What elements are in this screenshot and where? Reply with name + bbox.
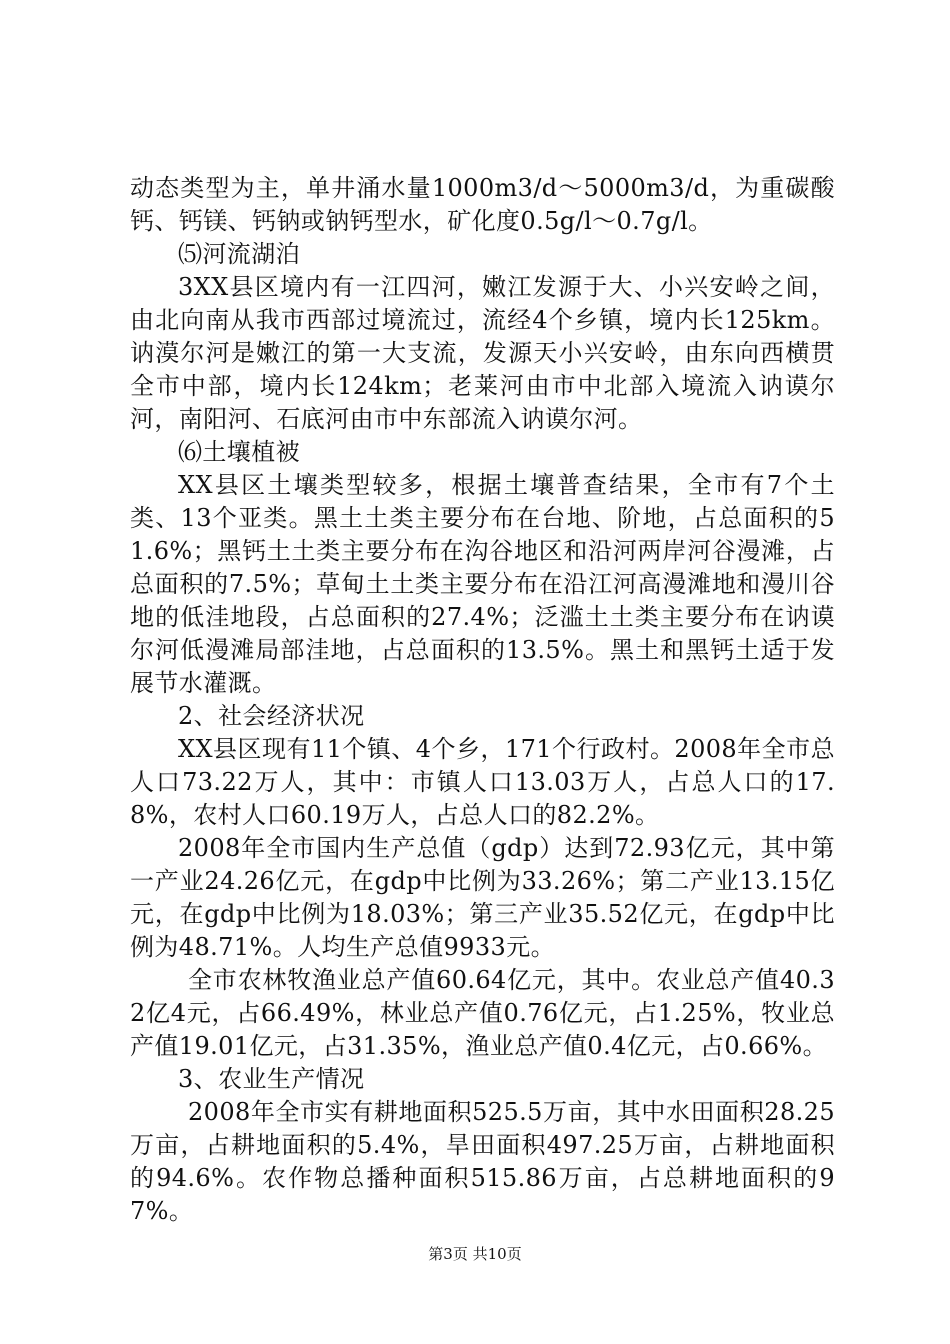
paragraph-groundwater-continued: 动态类型为主，单井涌水量1000m3/d～5000m3/d，为重碳酸钙、钙镁、钙钠或钠钙型水，矿化度0.5g/l～0.7g/l。 xyxy=(130,174,835,235)
paragraph-population: XX县区现有11个镇、4个乡，171个行政村。2008年全市总人口73.22万人，其中：市镇人口13.03万人，占总人口的17.8%，农村人口60.19万人，占总人口的82.2%。 xyxy=(130,735,835,829)
heading-rivers-lakes: ⑸河流湖泊 xyxy=(178,240,300,268)
paragraph-gdp: 2008年全市国内生产总值（gdp）达到72.93亿元，其中第一产业24.26亿元，在gdp中比例为33.26%；第二产业13.15亿元，在gdp中比例为18.03%；第三产业35.52亿元，在gdp中比例为48.71%。人均生产总值9933元。 xyxy=(130,834,835,961)
heading-socioeconomic: 2、社会经济状况 xyxy=(178,702,365,730)
heading-soil-vegetation: ⑹土壤植被 xyxy=(178,438,300,466)
paragraph-agri-output: 全市农林牧渔业总产值60.64亿元，其中。农业总产值40.32亿4元，占66.49%，林业总产值0.76亿元，占1.25%，牧业总产值19.01亿元，占31.35%，渔业总产值0.4亿元，占0.66%。 xyxy=(130,966,835,1060)
page-footer: 第3页 共10页 xyxy=(428,1245,522,1263)
document-body xyxy=(130,172,835,1228)
heading-agri-production: 3、农业生产情况 xyxy=(178,1065,365,1093)
paragraph-rivers: 3XX县区境内有一江四河，嫩江发源于大、小兴安岭之间，由北向南从我市西部过境流过，流经4个乡镇，境内长125km。讷漠尔河是嫩江的第一大支流，发源天小兴安岭，由东向西横贯全市中部，境内长124km；老莱河由市中北部入境流入讷谟尔河，南阳河、石底河由市中东部流入讷谟尔河。 xyxy=(130,273,835,433)
paragraph-soil: XX县区土壤类型较多，根据土壤普查结果，全市有7个土类、13个亚类。黑土土类主要分布在台地、阶地，占总面积的51.6%；黑钙土土类主要分布在沟谷地区和沿河两岸河谷漫滩，占总面积的7.5%；草甸土土类主要分布在沿江河高漫滩地和漫川谷地的低洼地段，占总面积的27.4%；泛滥土土类主要分布在讷谟尔河低漫滩局部洼地，占总面积的13.5%。黑土和黑钙土适于发展节水灌溉。 xyxy=(130,471,835,697)
paragraph-farmland: 2008年全市实有耕地面积525.5万亩，其中水田面积28.25万亩，占耕地面积的5.4%，旱田面积497.25万亩，占耕地面积的94.6%。农作物总播种面积515.86万亩，占总耕地面积的97%。 xyxy=(130,1098,835,1225)
